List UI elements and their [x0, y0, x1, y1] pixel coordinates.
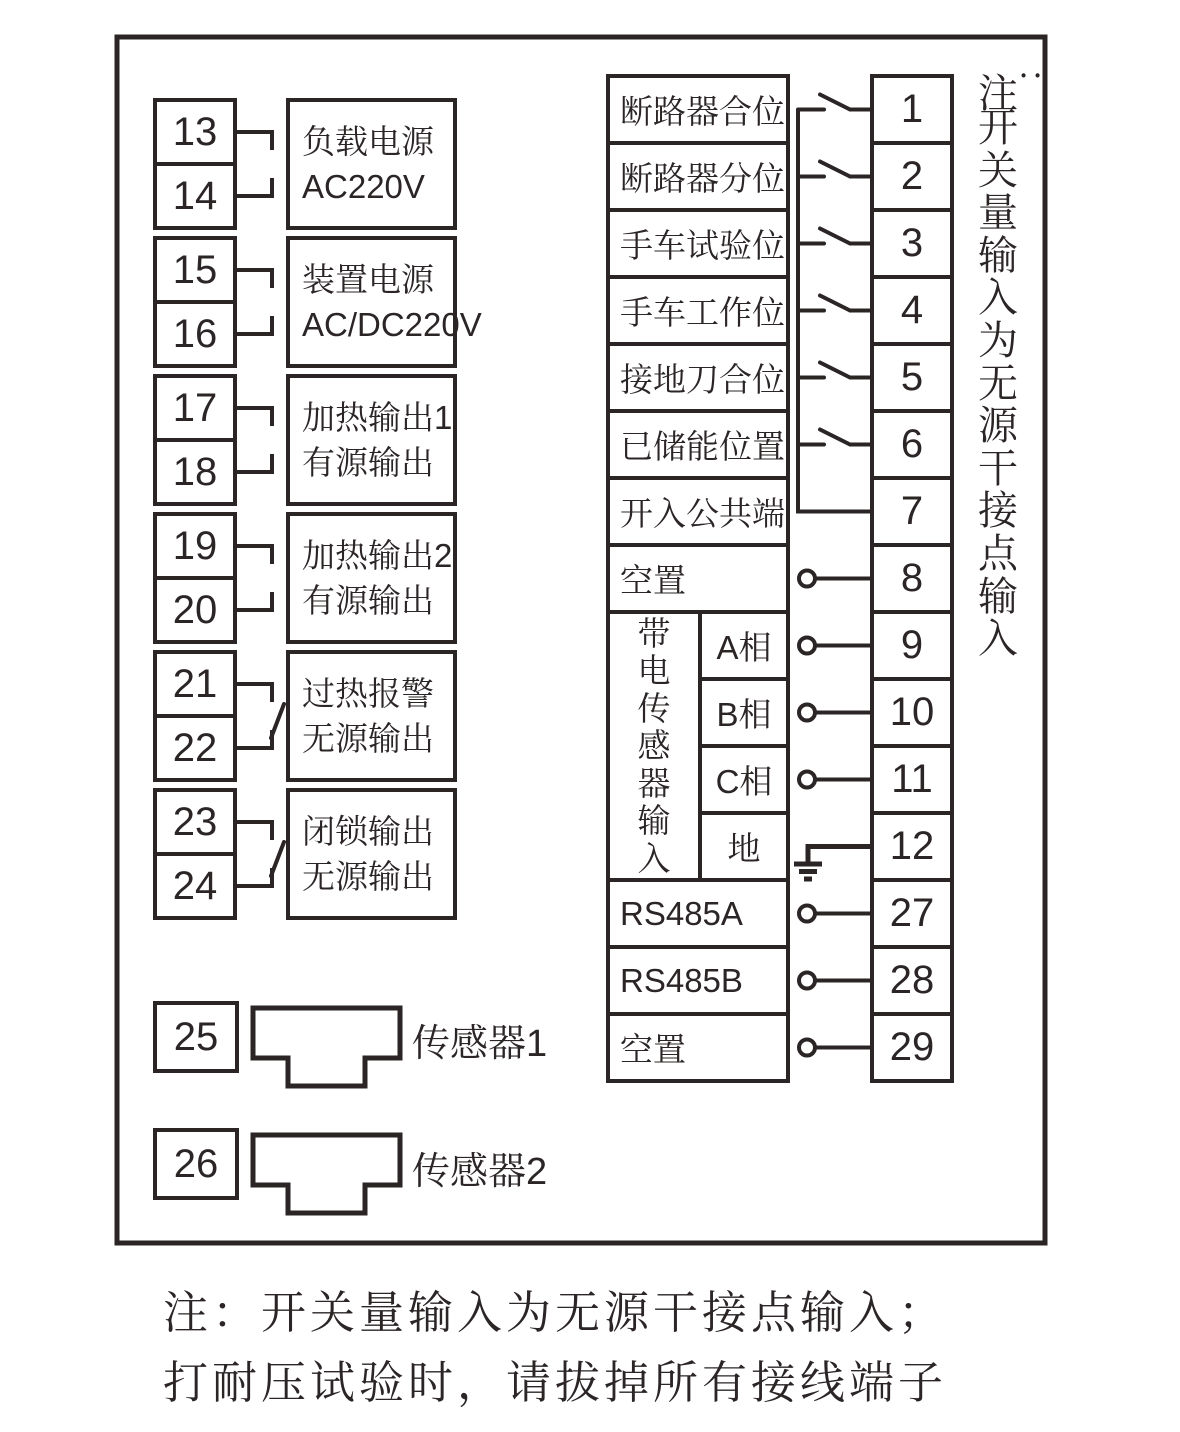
terminal-12: 12	[889, 824, 935, 868]
label-line: 过热报警	[302, 675, 434, 712]
terminal-1: 1	[900, 87, 924, 131]
vertical-char: 点	[978, 531, 1018, 576]
side-note-char: 注	[978, 72, 1018, 116]
terminal-4: 4	[900, 288, 924, 332]
terminal-14: 14	[172, 173, 218, 218]
side-note-prefix	[974, 62, 1051, 116]
vertical-char: 干	[978, 446, 1018, 491]
terminal-20: 20	[172, 587, 218, 632]
live-sensor-input-label	[608, 614, 700, 878]
right-row-label: 断路器分位	[620, 160, 785, 197]
relay-contact-icon	[271, 704, 284, 876]
side-note-colon: ：	[1012, 67, 1051, 102]
right-row-label: 断路器合位	[620, 93, 785, 130]
label-line: 负载电源	[302, 123, 434, 160]
vertical-char: 输	[978, 233, 1018, 278]
terminal-21: 21	[172, 661, 218, 706]
sensor-connector-icon	[253, 1008, 400, 1213]
terminal-6: 6	[900, 422, 924, 466]
label-line: 加热输出2	[302, 537, 453, 574]
label-line: 闭锁输出	[302, 813, 434, 850]
terminal-11: 11	[891, 757, 933, 801]
terminal-2: 2	[900, 154, 924, 198]
vertical-char: 为	[978, 318, 1018, 363]
connection-circle-icon	[799, 571, 872, 1056]
terminal-22: 22	[172, 725, 218, 770]
vertical-char: 电	[637, 652, 671, 690]
side-note-body	[974, 107, 1046, 661]
terminal-23: 23	[172, 799, 218, 844]
right-row-label: RS485B	[620, 961, 743, 999]
label-line: 有源输出	[302, 444, 434, 481]
left-group-label	[288, 652, 455, 780]
right-row-label: 空置	[620, 562, 686, 599]
right-row-label: 空置	[620, 1031, 686, 1068]
terminal-27: 27	[889, 891, 935, 935]
sensor-label: 传感器1	[412, 1023, 548, 1065]
terminal-7: 7	[900, 489, 924, 533]
terminal-5: 5	[900, 355, 924, 399]
label-line: 装置电源	[302, 261, 434, 298]
phase-b-label: B相	[716, 696, 772, 733]
vertical-char: 输	[978, 574, 1018, 619]
terminal-15: 15	[172, 247, 218, 292]
vertical-char: 量	[978, 191, 1018, 236]
label-line: AC/DC220V	[302, 306, 482, 343]
terminal-10: 10	[889, 690, 935, 734]
terminal-17: 17	[172, 385, 218, 430]
left-group-label	[288, 514, 455, 642]
vertical-char: 入	[978, 276, 1018, 321]
vertical-char: 入	[978, 617, 1018, 662]
vertical-char: 感	[637, 727, 671, 765]
vertical-char: 开	[978, 106, 1018, 150]
bracket-connector	[235, 132, 272, 886]
label-line: 无源输出	[302, 858, 434, 895]
switch-contact-icon	[798, 95, 872, 445]
terminal-19: 19	[172, 523, 218, 568]
vertical-char: 入	[637, 839, 671, 877]
right-row-label: 手车工作位	[620, 294, 785, 331]
terminal-26: 26	[173, 1141, 219, 1186]
vertical-char: 器	[637, 764, 671, 802]
right-row-label: 接地刀合位	[620, 361, 785, 398]
vertical-char: 传	[637, 689, 671, 727]
terminal-24: 24	[172, 863, 218, 908]
bottom-note-line1: 注：开关量输入为无源干接点输入；	[163, 1287, 948, 1338]
vertical-char: 源	[978, 404, 1018, 449]
terminal-28: 28	[889, 958, 935, 1002]
right-row-label: 手车试验位	[620, 227, 785, 264]
terminal-8: 8	[900, 556, 924, 600]
phase-c-label: C相	[715, 763, 773, 800]
left-group-label	[288, 238, 482, 366]
terminal-16: 16	[172, 311, 218, 356]
right-row-label: 开入公共端	[620, 495, 785, 532]
side-note-vertical	[974, 62, 1051, 662]
terminal-13: 13	[172, 109, 218, 154]
sensor-label: 传感器2	[412, 1151, 548, 1193]
right-row-label: 已储能位置	[620, 428, 785, 465]
terminal-29: 29	[889, 1025, 935, 1069]
bottom-note-line2: 打耐压试验时，请拔掉所有接线端子	[163, 1357, 948, 1408]
vertical-char: 无	[978, 361, 1018, 406]
terminal-25: 25	[173, 1014, 219, 1059]
label-line: 有源输出	[302, 582, 434, 619]
label-line: AC220V	[302, 168, 425, 205]
vertical-char: 带	[637, 614, 671, 652]
terminal-18: 18	[172, 449, 218, 494]
label-line: 无源输出	[302, 720, 434, 757]
terminal-9: 9	[900, 623, 924, 667]
label-line: 加热输出1	[302, 399, 453, 436]
vertical-char: 关	[978, 148, 1018, 193]
phase-a-label: A相	[716, 629, 772, 666]
vertical-char: 输	[637, 802, 671, 840]
left-group-label	[288, 376, 455, 504]
vertical-char: 接	[978, 489, 1018, 534]
left-group-label	[288, 790, 455, 918]
right-row-label: RS485A	[620, 894, 743, 932]
earth-label: 地	[727, 830, 761, 867]
left-group-label	[288, 100, 455, 228]
ground-icon	[794, 847, 872, 880]
terminal-3: 3	[900, 221, 924, 265]
